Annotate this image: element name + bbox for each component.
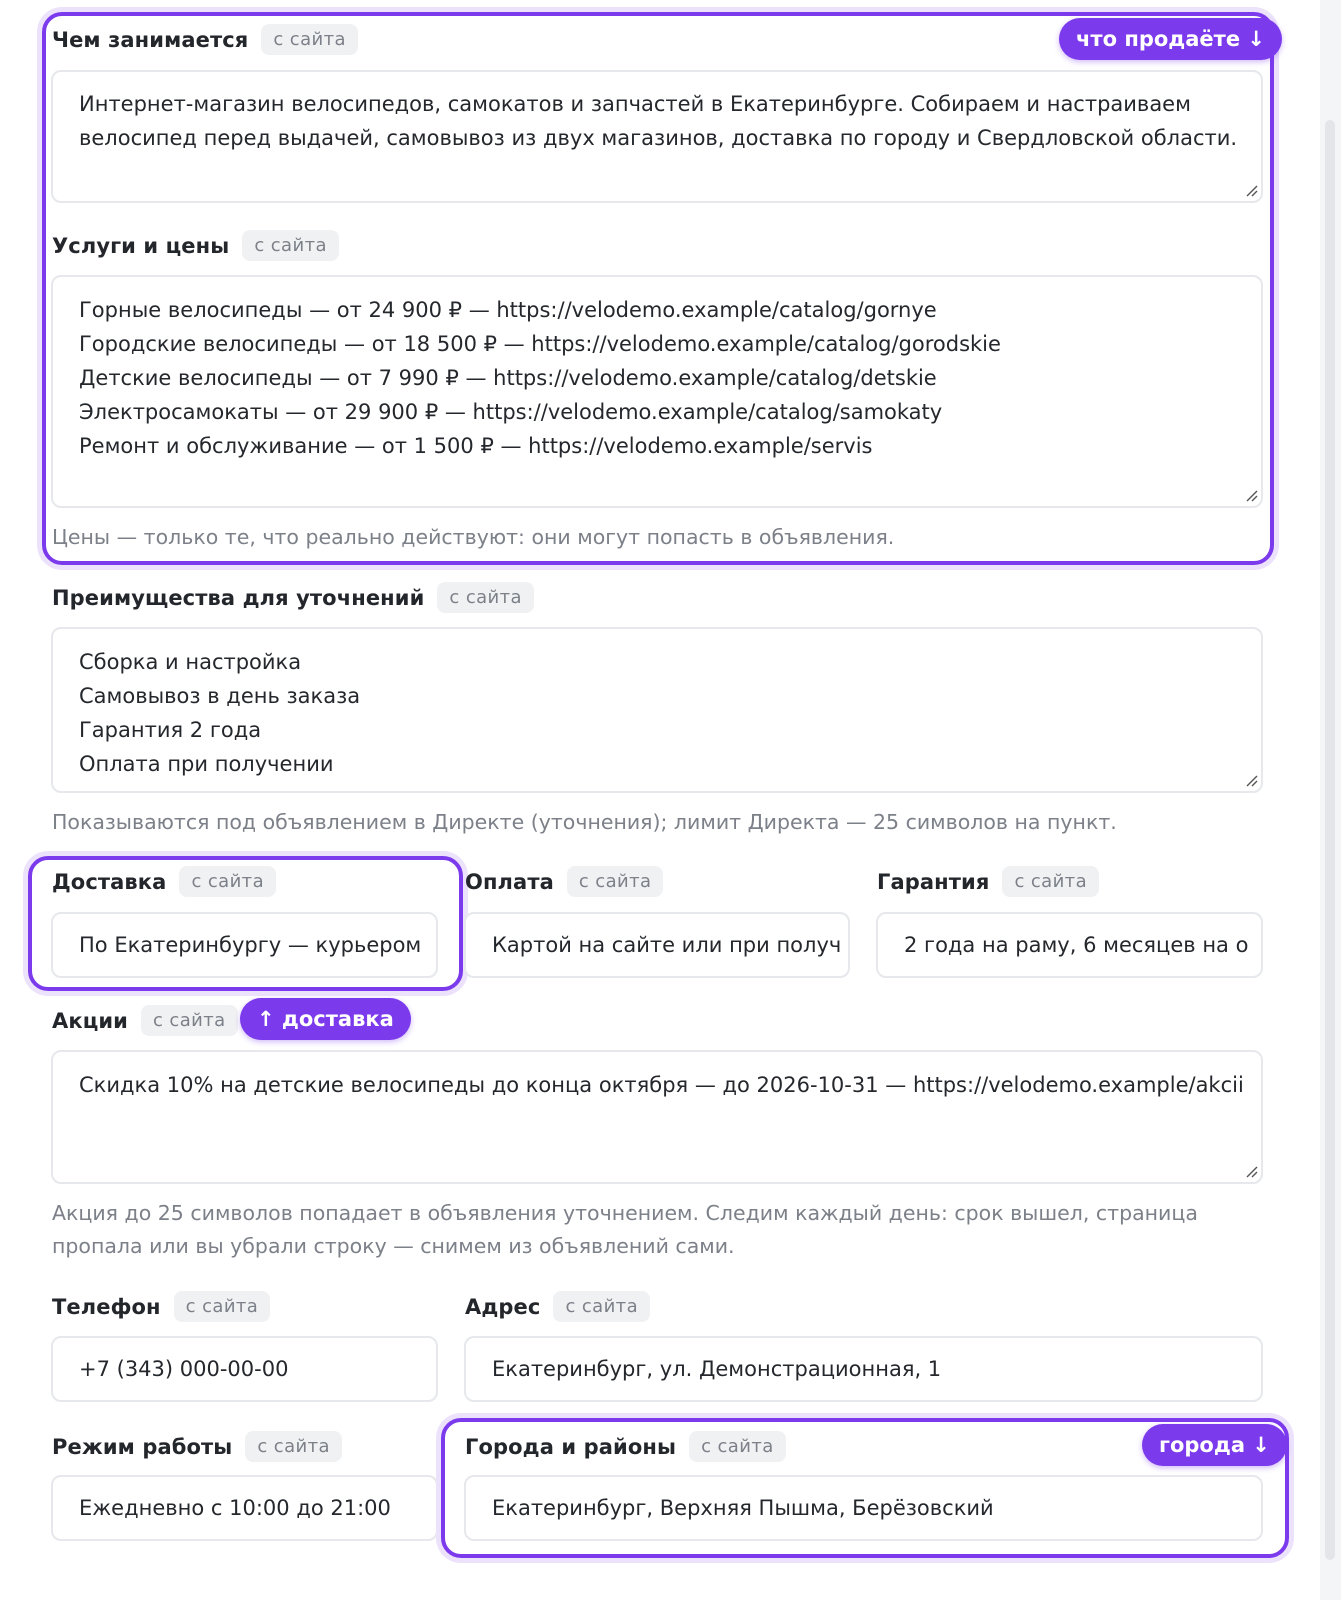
what-you-sell-pill[interactable]: что продаёте ↓ [1059,18,1282,60]
address-input[interactable]: Екатеринбург, ул. Демонстрационная, 1 [464,1336,1263,1402]
services-textarea[interactable]: Горные велосипеды — от 24 900 ₽ — https://velodemo.example/catalog/gornye Городские велосипеды — от 18 500 ₽ — https://velodemo.example/catalog/gorodskie Детские велосипеды — от 7 990 ₽ — https://velodemo.example/catalog/detskie Электросамокаты — от 29 900 ₽ — https://velodemo.example/catalog/samokaty Ремонт и обслуживание — от 1 500 ₽ — https://velodemo.example/servis [51,275,1263,508]
delivery-input[interactable]: По Екатеринбургу — курьером [51,912,438,978]
address-label: Адрес [465,1294,541,1319]
phone-label-row [52,1291,270,1322]
from-site-badge: с сайта [261,24,358,55]
cities-down-pill[interactable]: города ↓ [1142,1424,1287,1466]
hours-input[interactable]: Ежедневно с 10:00 до 21:00 [51,1475,438,1541]
services-label: Услуги и цены [52,233,230,258]
from-site-badge: с сайта [174,1291,271,1322]
from-site-badge: с сайта [553,1291,650,1322]
resize-grip-icon[interactable] [1245,774,1258,787]
promos-label-row [52,1005,238,1036]
delivery-up-pill[interactable]: ↑ доставка [240,998,411,1040]
promos-label: Акции [52,1008,128,1033]
from-site-badge: с сайта [245,1431,342,1462]
from-site-badge: с сайта [567,866,664,897]
promos-hint-line1: Акция до 25 символов попадает в объявления уточнением. Следим каждый день: срок вышел, страница [52,1201,1198,1225]
from-site-badge: с сайта [1002,866,1099,897]
delivery-label-row [52,866,276,897]
promos-hint-line2: пропала или вы убрали строку — снимем из объявлений сами. [52,1234,735,1258]
warranty-input[interactable]: 2 года на раму, 6 месяцев на о [876,912,1263,978]
hours-label-row [52,1431,342,1462]
scrollbar-thumb[interactable] [1325,120,1335,1560]
payment-label: Оплата [465,869,554,894]
from-site-badge: с сайта [141,1005,238,1036]
warranty-label: Гарантия [877,869,990,894]
activity-label: Чем занимается [52,27,249,52]
resize-grip-icon[interactable] [1245,184,1258,197]
from-site-badge: с сайта [242,230,339,261]
from-site-badge: с сайта [689,1431,786,1462]
warranty-label-row [877,866,1099,897]
promos-textarea[interactable]: Скидка 10% на детские велосипеды до конца октября — до 2026-10-31 — https://velodemo.example/akcii [51,1050,1263,1184]
advantages-textarea[interactable]: Сборка и настройка Самовывоз в день заказа Гарантия 2 года Оплата при получении [51,627,1263,793]
from-site-badge: с сайта [179,866,276,897]
cities-label: Города и районы [465,1434,677,1459]
delivery-label: Доставка [52,869,167,894]
activity-textarea[interactable]: Интернет-магазин велосипедов, самокатов и запчастей в Екатеринбурге. Собираем и настраиваем велосипед перед выдачей, самовывоз из двух магазинов, доставка по городу и Свердловской области. [51,70,1263,203]
activity-label-row [52,24,358,55]
advantages-label: Преимущества для уточнений [52,585,425,610]
resize-grip-icon[interactable] [1245,489,1258,502]
hours-label: Режим работы [52,1434,233,1459]
payment-input[interactable]: Картой на сайте или при получ [464,912,850,978]
cities-label-row [465,1431,786,1462]
from-site-badge: с сайта [437,582,534,613]
cities-input[interactable]: Екатеринбург, Верхняя Пышма, Берёзовский [464,1475,1263,1541]
phone-input[interactable]: +7 (343) 000-00-00 [51,1336,438,1402]
phone-label: Телефон [52,1294,161,1319]
services-hint: Цены — только те, что реально действуют: они могут попасть в объявления. [52,525,895,549]
address-label-row [465,1291,650,1322]
resize-grip-icon[interactable] [1245,1165,1258,1178]
payment-label-row [465,866,663,897]
advantages-hint: Показываются под объявлением в Директе (уточнения); лимит Директа — 25 символов на пункт. [52,810,1117,834]
services-label-row [52,230,339,261]
advantages-label-row [52,582,534,613]
